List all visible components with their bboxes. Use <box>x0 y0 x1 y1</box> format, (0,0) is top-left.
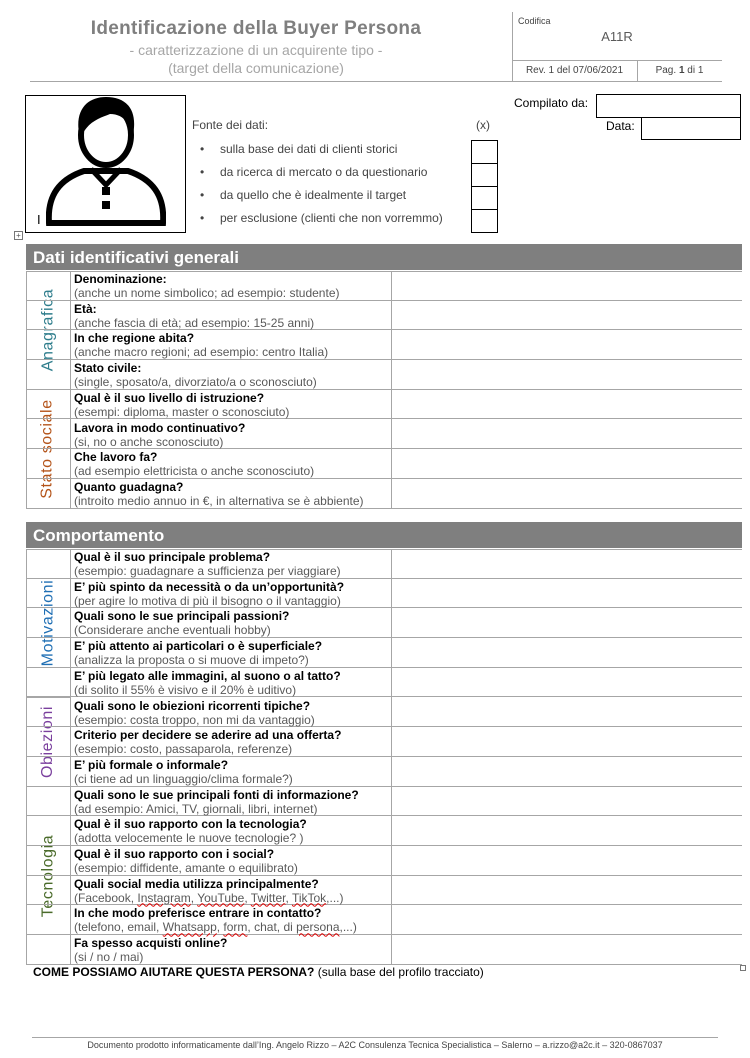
row-hint: (single, sposato/a, divorziato/a o sconosciuto) <box>74 375 317 390</box>
row-question: Età: <box>74 301 97 316</box>
row-question: Stato civile: <box>74 361 142 376</box>
category-anagrafica: Anagrafica <box>39 289 56 372</box>
category-motivazioni: Motivazioni <box>39 579 57 667</box>
table-row <box>26 935 742 965</box>
category-tecnologia: Tecnologia <box>39 834 56 917</box>
source-checkbox-research[interactable] <box>471 163 498 187</box>
table-top-border <box>26 549 742 550</box>
answer-cell[interactable] <box>392 905 742 934</box>
answer-cell[interactable] <box>392 727 742 756</box>
row-hint: (per agire lo motiva di più il bisogno o il vantaggio) <box>74 593 341 608</box>
row-hint: (telefono, email, Whatsapp, form, chat, di persona,...) <box>74 920 357 935</box>
table-row <box>26 579 742 609</box>
row-question: E’ più spinto da necessità o da un’opportunità? <box>74 579 345 594</box>
document-subtitle: - caratterizzazione di un acquirente tipo - <box>129 42 383 58</box>
persona-photo-frame[interactable] <box>25 95 186 233</box>
row-hint: (analizza la proposta o si muove di impeto?) <box>74 653 309 668</box>
table-row <box>26 301 742 331</box>
answer-cell[interactable] <box>392 787 742 816</box>
section-behavior-header: Comportamento <box>26 522 742 548</box>
table-row <box>26 638 742 668</box>
table-row <box>26 698 742 728</box>
table-row <box>26 390 742 420</box>
row-question: Quanto guadagna? <box>74 479 184 494</box>
date-label: Data: <box>606 119 635 133</box>
codifica-value: A11R <box>601 29 633 44</box>
section-general-header: Dati identificativi generali <box>26 244 742 270</box>
source-x-label: (x) <box>476 118 490 132</box>
revision-info: Rev. 1 del 07/06/2021 <box>525 65 624 76</box>
row-question: Quali sono le sue principali passioni? <box>74 609 290 624</box>
row-hint: (ad esempio elettricista o anche sconosciuto) <box>74 464 315 479</box>
source-item: • sulla base dei dati di clienti storici <box>200 142 398 156</box>
person-avatar-icon <box>46 97 166 231</box>
row-hint: (ci tiene ad un linguaggio/clima formale?) <box>74 771 293 786</box>
answer-cell[interactable] <box>392 698 742 727</box>
row-hint: (esempi: diploma, master o sconosciuto) <box>74 404 290 419</box>
row-hint: (esempio: costa troppo, non mi da vantaggio) <box>74 712 315 727</box>
row-hint: (esempio: diffidente, amante o equilibrato) <box>74 861 298 875</box>
row-question: E’ più attento ai particolari o è superficiale? <box>74 639 323 654</box>
row-hint: (Considerare anche eventuali hobby) <box>74 623 271 638</box>
row-question: Lavora in modo continuativo? <box>74 420 246 435</box>
answer-cell[interactable] <box>392 390 742 419</box>
row-hint: (esempio: costo, passaparola, referenze) <box>74 742 293 757</box>
row-question: Fa spesso acquisti online? <box>74 936 228 951</box>
row-question: Quali social media utilizza principalmente? <box>74 876 319 891</box>
page-info: Pag. 1 di 1 <box>655 65 704 76</box>
source-item: • da quello che è idealmente il target <box>200 188 407 202</box>
row-question: In che modo preferisce entrare in contatto? <box>74 906 322 921</box>
compiled-by-label: Compilato da: <box>514 96 589 110</box>
source-checkbox-ideal[interactable] <box>471 186 498 210</box>
table-row <box>26 360 742 390</box>
row-question: Quali sono le obiezioni ricorrenti tipiche? <box>74 698 311 713</box>
table-row <box>26 271 742 301</box>
table-row <box>26 846 742 876</box>
row-hint: (esempio: guadagnare a sufficienza per viaggiare) <box>74 564 341 578</box>
table-row <box>26 549 742 579</box>
row-hint: (anche fascia di età; ad esempio: 15-25 anni) <box>74 315 315 330</box>
answer-cell[interactable] <box>392 271 742 300</box>
table-row <box>26 757 742 787</box>
table-row <box>26 787 742 817</box>
answer-cell[interactable] <box>392 330 742 359</box>
table-row <box>26 330 742 360</box>
answer-cell[interactable] <box>392 301 742 330</box>
row-hint: (anche macro regioni; ad esempio: centro Italia) <box>74 345 329 360</box>
table-resize-handle-icon[interactable] <box>740 965 746 971</box>
document-subtitle-target: (target della comunicazione) <box>168 60 344 76</box>
answer-cell[interactable] <box>392 757 742 786</box>
answer-cell[interactable] <box>392 608 742 637</box>
row-hint: (Facebook, Instagram, YouTube, Twitter, TikTok,...) <box>74 890 344 905</box>
source-item: • per esclusione (clienti che non vorremmo) <box>200 211 443 225</box>
row-question: Qual è il suo rapporto con la tecnologia? <box>74 817 307 832</box>
table-top-border <box>26 271 742 272</box>
row-question: E’ più legato alle immagini, al suono o al tatto? <box>74 668 341 683</box>
table-row <box>26 727 742 757</box>
source-checkbox-exclusion[interactable] <box>471 209 498 233</box>
table-move-handle-icon[interactable]: + <box>14 231 23 240</box>
row-question: Qual è il suo livello di istruzione? <box>74 390 265 405</box>
answer-cell[interactable] <box>392 449 742 478</box>
document-footer: Documento prodotto informaticamente dall’Ing. Angelo Rizzo – A2C Consulenza Tecnica Specialistica – Salerno – a.rizzo@a2c.it – 320-0867037 <box>87 1040 663 1050</box>
footer-rule <box>32 1037 718 1038</box>
row-question: Criterio per decidere se aderire ad una offerta? <box>74 728 342 743</box>
codifica-label: Codifica <box>518 16 551 26</box>
row-question: E’ più formale o informale? <box>74 757 229 772</box>
header-bottom-rule <box>30 81 722 82</box>
row-hint: (ad esempio: Amici, TV, giornali, libri, internet) <box>74 801 318 816</box>
table-row <box>26 479 742 509</box>
row-question: Che lavoro fa? <box>74 450 158 465</box>
row-hint: (introito medio annuo in €, in alternativa se è abbiente) <box>74 493 364 508</box>
table-row <box>26 449 742 479</box>
answer-cell[interactable] <box>392 638 742 667</box>
answer-cell[interactable] <box>392 816 742 845</box>
row-question: Quali sono le sue principali fonti di informazione? <box>74 787 359 802</box>
row-question: Denominazione: <box>74 272 167 286</box>
row-hint: (anche un nome simbolico; ad esempio: studente) <box>74 286 340 300</box>
row-hint: (di solito il 55% è visivo e il 20% è uditivo) <box>74 682 297 697</box>
table-row <box>26 668 742 698</box>
row-hint: (si, no o anche sconosciuto) <box>74 434 224 449</box>
answer-cell[interactable] <box>392 420 742 449</box>
table-row <box>26 876 742 906</box>
table-row <box>26 608 742 638</box>
source-item: • da ricerca di mercato o da questionario <box>200 165 428 179</box>
row-question: Qual è il suo principale problema? <box>74 550 271 564</box>
closing-question: COME POSSIAMO AIUTARE QUESTA PERSONA? (sulla base del profilo tracciato) <box>33 965 484 979</box>
answer-cell[interactable] <box>392 360 742 389</box>
date-field[interactable] <box>641 117 741 140</box>
answer-cell[interactable] <box>392 668 742 697</box>
compiled-by-field[interactable] <box>596 94 741 118</box>
table-row <box>26 816 742 846</box>
answer-cell[interactable] <box>392 479 742 508</box>
answer-cell[interactable] <box>392 846 742 875</box>
category-stato-sociale: Stato sociale <box>39 399 57 499</box>
table-row <box>26 905 742 935</box>
source-label: Fonte dei dati: <box>192 118 269 132</box>
row-question: Qual è il suo rapporto con i social? <box>74 847 275 861</box>
header-rule <box>512 60 722 61</box>
answer-cell[interactable] <box>392 549 742 578</box>
row-hint: (si / no / mai) <box>74 950 144 965</box>
table-row <box>26 420 742 450</box>
answer-cell[interactable] <box>392 579 742 608</box>
answer-cell[interactable] <box>392 876 742 905</box>
row-question: In che regione abita? <box>74 331 195 346</box>
page-number: 1 <box>678 65 685 76</box>
answer-cell[interactable] <box>392 935 742 964</box>
source-checkbox-historical[interactable] <box>471 140 498 164</box>
text-cursor: I <box>37 212 41 227</box>
category-obiezioni: Obiezioni <box>39 705 57 779</box>
row-hint: (adotta velocemente le nuove tecnologie? ) <box>74 831 304 846</box>
document-title: Identificazione della Buyer Persona <box>90 18 422 39</box>
